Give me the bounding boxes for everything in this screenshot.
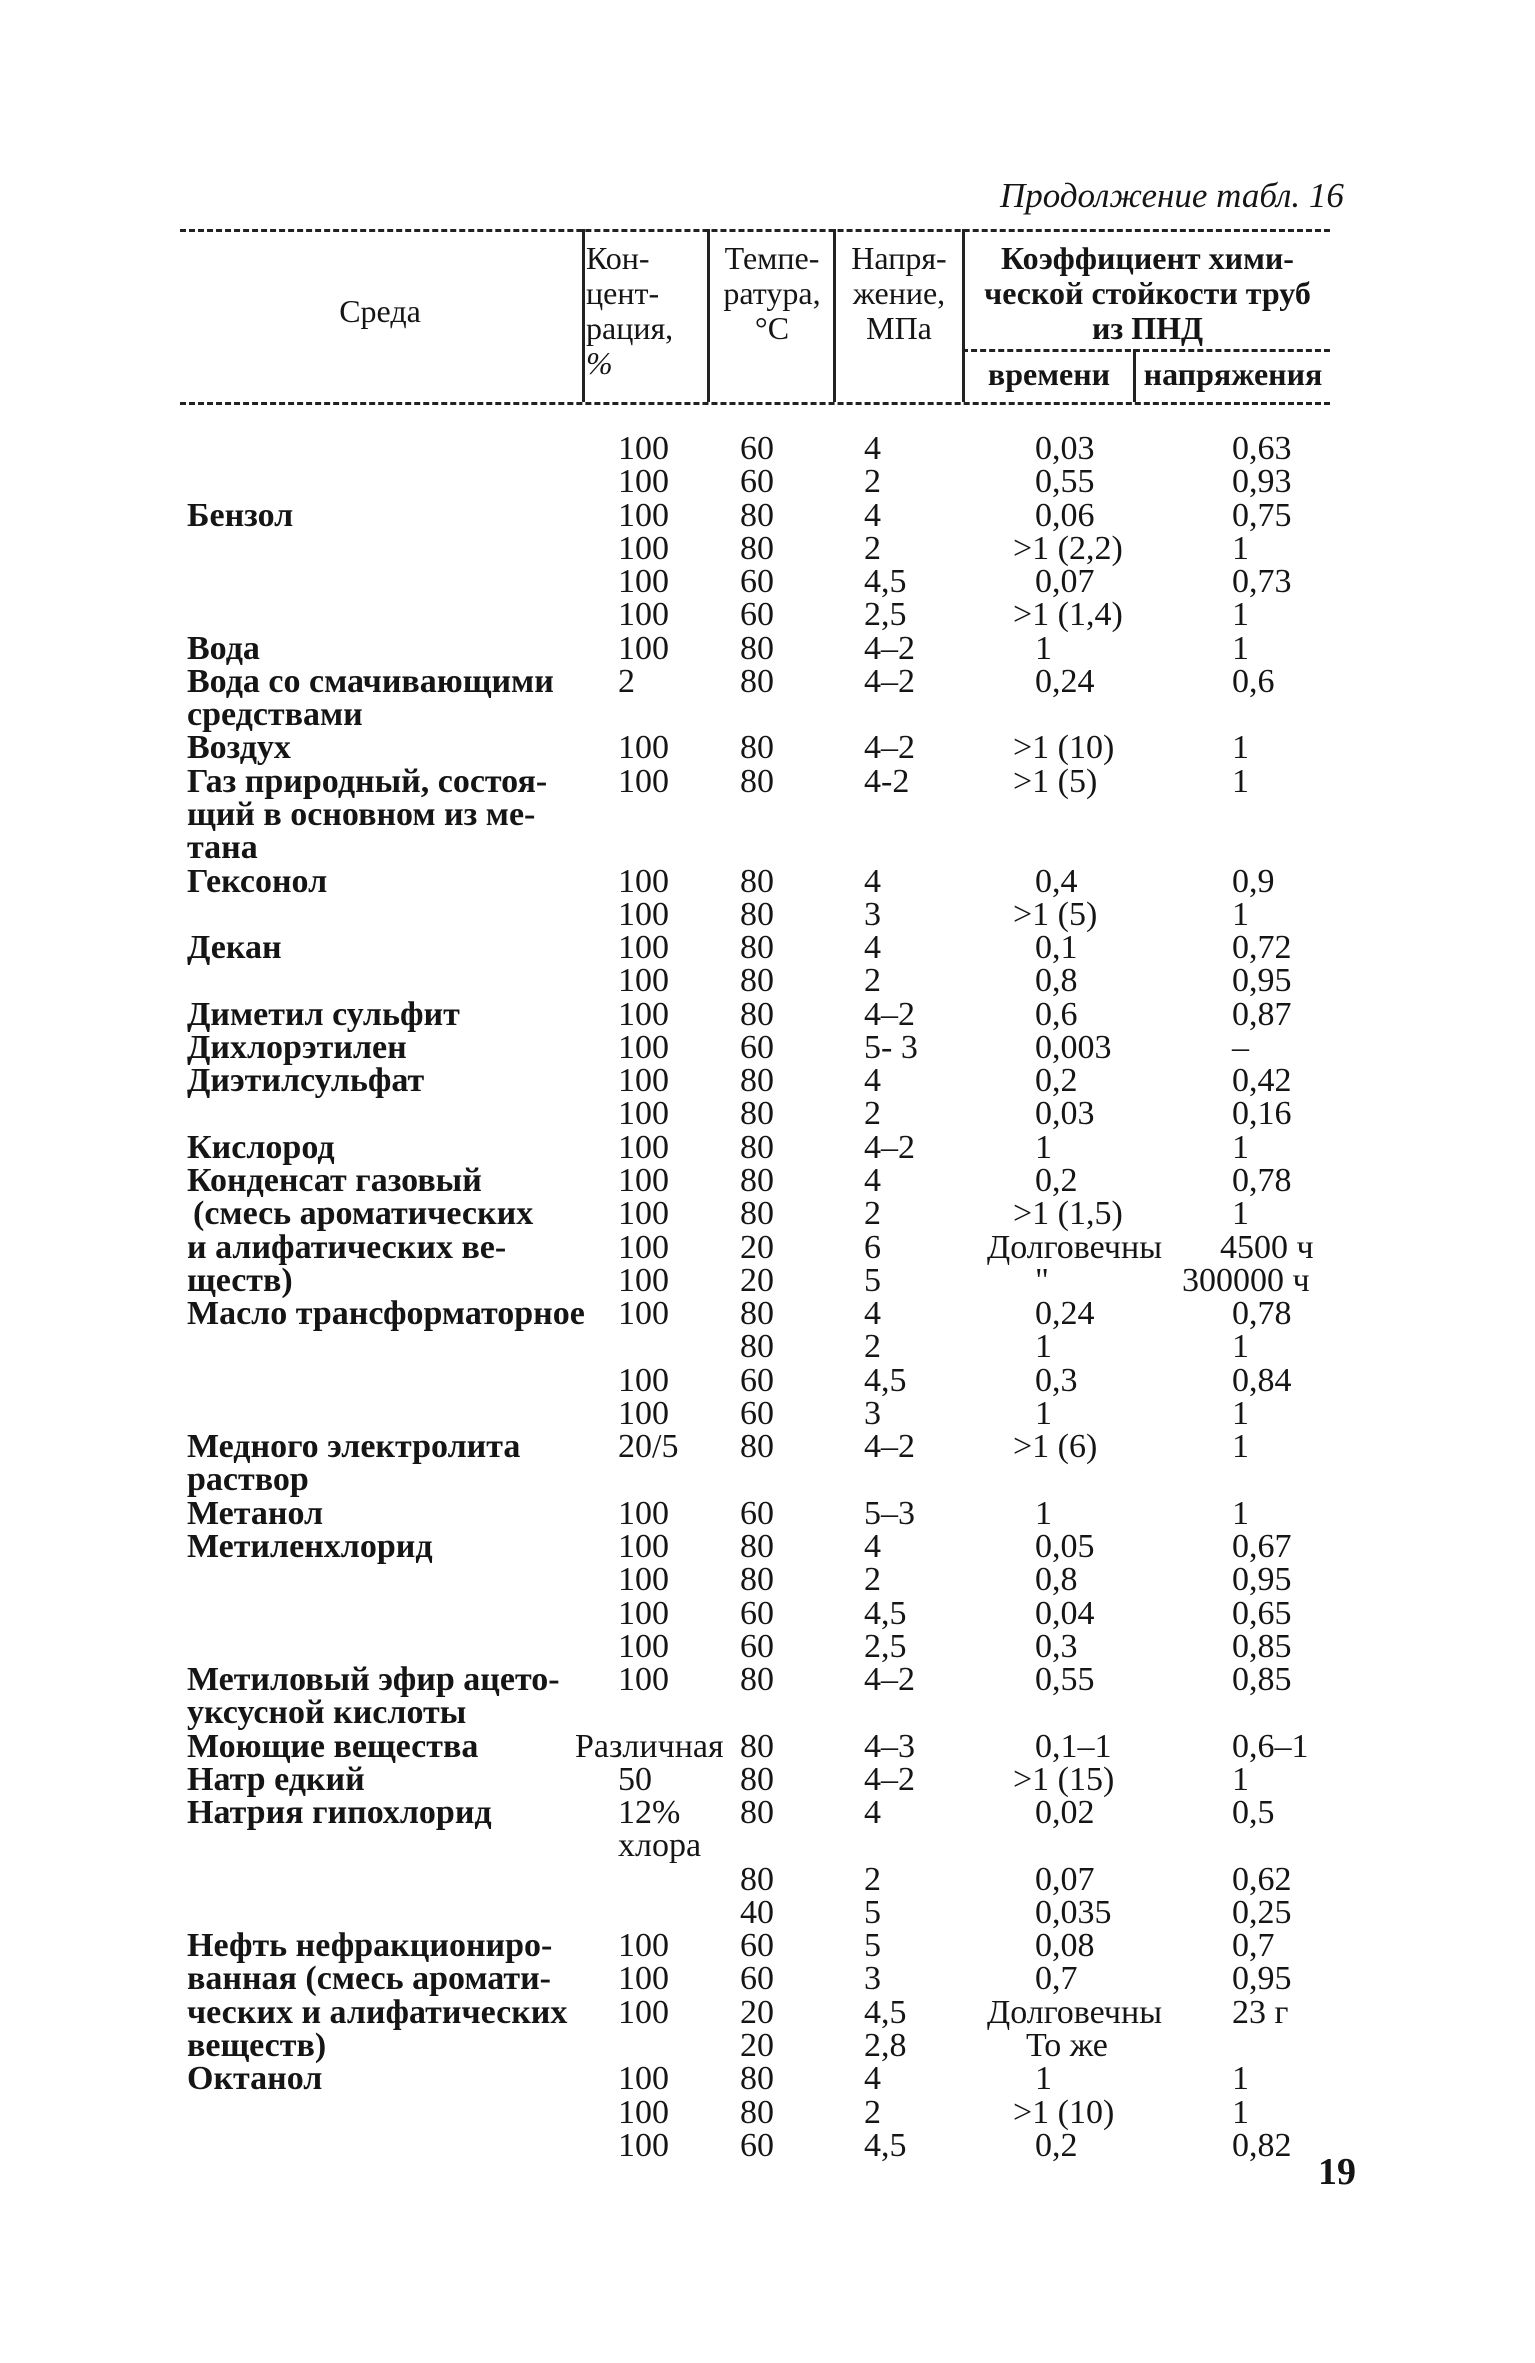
cell-stress: 4 — [864, 496, 881, 534]
cell-medium: Бензол — [187, 496, 294, 534]
cell-stress: 4–2 — [864, 1428, 915, 1466]
cell-stress-coefficient: 0,78 — [1232, 1295, 1292, 1332]
cell-stress-coefficient: 0,78 — [1232, 1161, 1292, 1199]
cell-concentration: 50 — [618, 1760, 652, 1798]
cell-concentration: 12% — [618, 1794, 681, 1832]
cell-temperature: 80 — [740, 1328, 774, 1366]
cell-concentration: 100 — [618, 1361, 669, 1399]
cell-stress-coefficient: – — [1232, 1028, 1249, 1066]
cell-time-coefficient: 0,2 — [1035, 1161, 1078, 1199]
cell-medium: Кислород — [187, 1128, 335, 1166]
cell-medium: Моющие вещества — [187, 1727, 479, 1765]
cell-time-coefficient: 0,04 — [1035, 1594, 1095, 1632]
cell-time-coefficient: 1 — [1035, 1128, 1052, 1166]
cell-medium: тана — [187, 829, 258, 867]
header-medium: Среда — [339, 293, 421, 329]
cell-concentration: 100 — [618, 529, 669, 567]
cell-stress: 2 — [864, 1860, 881, 1898]
cell-temperature: 60 — [740, 1927, 774, 1965]
cell-concentration: 100 — [618, 1561, 669, 1599]
cell-temperature: 20 — [740, 1228, 774, 1266]
cell-stress: 2 — [864, 1328, 881, 1366]
cell-time-coefficient: 1 — [1035, 1328, 1052, 1366]
cell-medium: Вода — [187, 629, 260, 667]
cell-stress: 2 — [864, 1195, 881, 1233]
cell-temperature: 80 — [740, 1760, 774, 1798]
cell-stress-coefficient: 0,16 — [1232, 1095, 1292, 1133]
cell-concentration: 100 — [618, 862, 669, 900]
cell-stress-coefficient: 0,84 — [1232, 1361, 1292, 1399]
cell-concentration: 100 — [618, 995, 669, 1033]
cell-temperature: 80 — [740, 1727, 774, 1765]
cell-medium: веществ) — [187, 2027, 327, 2064]
cell-concentration: 100 — [618, 463, 669, 501]
cell-stress-coefficient: 0,95 — [1232, 1561, 1292, 1599]
cell-time-coefficient: 0,05 — [1035, 1527, 1095, 1565]
cell-temperature: 80 — [740, 529, 774, 567]
cell-medium: Метиловый эфир ацето- — [187, 1661, 560, 1698]
cell-temperature: 80 — [740, 1794, 774, 1832]
cell-stress: 6 — [864, 1228, 881, 1266]
cell-concentration: 100 — [618, 1627, 669, 1665]
cell-stress-coefficient: 0,6 — [1232, 662, 1275, 700]
cell-stress-coefficient: 0,25 — [1232, 1893, 1292, 1931]
cell-stress: 4-2 — [864, 762, 910, 800]
cell-concentration: 100 — [618, 762, 669, 800]
cell-stress-coefficient: 1 — [1232, 2060, 1249, 2098]
cell-medium: ческих и алифатических — [187, 1993, 568, 2031]
cell-time-coefficient: 0,3 — [1035, 1627, 1078, 1665]
cell-temperature: 80 — [740, 1860, 774, 1898]
cell-stress-coefficient: 1 — [1232, 762, 1249, 800]
cell-medium: Диметил сульфит — [187, 995, 460, 1033]
cell-stress-coefficient: 0,85 — [1232, 1627, 1292, 1665]
cell-time-coefficient: 0,035 — [1035, 1893, 1112, 1931]
cell-stress: 4 — [864, 1527, 881, 1565]
cell-stress: 2 — [864, 529, 881, 567]
cell-medium: средствами — [187, 696, 363, 734]
cell-medium: Масло трансформаторное — [187, 1295, 585, 1332]
cell-time-coefficient: >1 (2,2) — [1013, 529, 1123, 567]
cell-stress: 4–2 — [864, 729, 915, 767]
cell-stress: 2,5 — [864, 1627, 907, 1665]
table-caption: Продолжение табл. 16 — [1000, 176, 1344, 215]
cell-concentration: 100 — [618, 929, 669, 967]
cell-concentration: 2 — [618, 662, 635, 700]
cell-concentration: 100 — [618, 1095, 669, 1133]
cell-stress: 5 — [864, 1893, 881, 1931]
cell-time-coefficient: 0,24 — [1035, 662, 1095, 700]
cell-concentration: 100 — [618, 1960, 669, 1998]
cell-temperature: 80 — [740, 1428, 774, 1466]
cell-time-coefficient: >1 (5) — [1013, 762, 1098, 800]
cell-time-coefficient: >1 (10) — [1013, 2093, 1115, 2131]
cell-stress-coefficient: 0,62 — [1232, 1860, 1292, 1898]
cell-time-coefficient: 0,1–1 — [1035, 1727, 1112, 1765]
cell-stress: 2 — [864, 463, 881, 501]
cell-stress-coefficient: 0,72 — [1232, 929, 1292, 967]
cell-medium: Октанол — [187, 2060, 323, 2098]
cell-temperature: 60 — [740, 563, 774, 601]
cell-time-coefficient: 0,1 — [1035, 929, 1078, 967]
cell-concentration: 100 — [618, 496, 669, 534]
cell-temperature: 80 — [740, 862, 774, 900]
cell-medium: Декан — [187, 929, 282, 967]
cell-temperature: 60 — [740, 430, 774, 467]
cell-time-coefficient: 0,3 — [1035, 1361, 1078, 1399]
cell-time-coefficient: 0,003 — [1035, 1028, 1112, 1066]
cell-concentration: 100 — [618, 1195, 669, 1233]
cell-stress-coefficient: 1 — [1232, 1760, 1249, 1798]
cell-medium: Нефть нефракциониро- — [187, 1927, 553, 1965]
cell-stress-coefficient: 0,9 — [1232, 862, 1275, 900]
cell-stress: 4–2 — [864, 629, 915, 667]
cell-concentration: 100 — [618, 1527, 669, 1565]
cell-stress-coefficient: 0,5 — [1232, 1794, 1275, 1832]
cell-time-coefficient: >1 (1,4) — [1013, 596, 1123, 634]
cell-stress-coefficient: 0,73 — [1232, 563, 1292, 601]
cell-medium: Метанол — [187, 1494, 324, 1532]
cell-concentration: 100 — [618, 1161, 669, 1199]
cell-concentration: 100 — [618, 729, 669, 767]
cell-stress-coefficient: 0,93 — [1232, 463, 1292, 501]
cell-temperature: 20 — [740, 1993, 774, 2031]
cell-temperature: 60 — [740, 1028, 774, 1066]
cell-concentration: 100 — [618, 1028, 669, 1066]
cell-stress-coefficient: 0,65 — [1232, 1594, 1292, 1632]
cell-time-coefficient: 0,07 — [1035, 563, 1095, 601]
cell-stress-coefficient: 0,85 — [1232, 1661, 1292, 1698]
cell-stress: 4 — [864, 1295, 881, 1332]
cell-stress-coefficient: 0,67 — [1232, 1527, 1292, 1565]
cell-concentration: 100 — [618, 1128, 669, 1166]
cell-concentration: 100 — [618, 895, 669, 933]
cell-stress-coefficient: 1 — [1232, 729, 1249, 767]
cell-temperature: 20 — [740, 1261, 774, 1299]
cell-temperature: 40 — [740, 1893, 774, 1931]
header-stress: Напря- жение, МПа — [851, 240, 947, 346]
cell-medium: Медного электролита — [187, 1428, 521, 1466]
cell-medium: Вода со смачивающими — [187, 662, 554, 700]
cell-time-coefficient: 0,2 — [1035, 1062, 1078, 1100]
cell-stress: 4 — [864, 430, 881, 467]
cell-temperature: 80 — [740, 895, 774, 933]
cell-medium: раствор — [187, 1461, 309, 1499]
cell-temperature: 80 — [740, 1062, 774, 1100]
cell-temperature: 60 — [740, 1627, 774, 1665]
cell-time-coefficient: 1 — [1035, 1494, 1052, 1532]
cell-temperature: 60 — [740, 1361, 774, 1399]
cell-temperature: 80 — [740, 1561, 774, 1599]
cell-stress: 5 — [864, 1927, 881, 1965]
cell-medium: Метиленхлорид — [187, 1527, 433, 1565]
cell-time-coefficient: 0,55 — [1035, 463, 1095, 501]
cell-medium: ванная (смесь аромати- — [187, 1960, 552, 1998]
cell-concentration: 100 — [618, 1594, 669, 1632]
cell-time-coefficient: 0,8 — [1035, 962, 1078, 1000]
cell-temperature: 60 — [740, 1494, 774, 1532]
cell-medium: (смесь ароматических — [193, 1195, 534, 1233]
cell-medium: Конденсат газовый — [187, 1161, 482, 1199]
cell-medium: уксусной кислоты — [187, 1694, 467, 1732]
cell-temperature: 60 — [740, 1960, 774, 1998]
cell-medium: Натр едкий — [187, 1760, 365, 1798]
cell-concentration: Различная — [575, 1727, 724, 1765]
cell-stress: 5–3 — [864, 1494, 915, 1532]
cell-stress-coefficient: 300000 ч — [1182, 1261, 1310, 1299]
cell-concentration: 100 — [618, 2093, 669, 2131]
cell-stress-coefficient: 1 — [1232, 1128, 1249, 1166]
header-stress-coefficient: напряжения — [1143, 356, 1323, 392]
cell-stress: 5 — [864, 1261, 881, 1299]
cell-stress: 2,5 — [864, 596, 907, 634]
cell-stress: 4,5 — [864, 563, 907, 601]
cell-temperature: 80 — [740, 1095, 774, 1133]
cell-temperature: 80 — [740, 1128, 774, 1166]
cell-stress: 2 — [864, 1095, 881, 1133]
cell-stress: 2 — [864, 1561, 881, 1599]
cell-concentration: 100 — [618, 1494, 669, 1532]
cell-temperature: 80 — [740, 729, 774, 767]
cell-temperature: 80 — [740, 995, 774, 1033]
cell-stress: 4 — [864, 2060, 881, 2098]
cell-medium: Диэтилсульфат — [187, 1062, 425, 1100]
cell-temperature: 80 — [740, 1161, 774, 1199]
cell-medium: Гексонол — [187, 862, 328, 900]
cell-stress-coefficient: 1 — [1232, 529, 1249, 567]
cell-temperature: 80 — [740, 2060, 774, 2098]
header-sub-rule — [962, 349, 1330, 352]
cell-time-coefficient: 0,55 — [1035, 1661, 1095, 1698]
cell-concentration: 100 — [618, 1661, 669, 1698]
cell-time-coefficient: 0,06 — [1035, 496, 1095, 534]
header-concentration: Кон- цент- рация, % — [586, 240, 674, 381]
cell-time-coefficient: 0,24 — [1035, 1295, 1095, 1332]
cell-temperature: 80 — [740, 762, 774, 800]
cell-concentration: 100 — [618, 1228, 669, 1266]
cell-temperature: 80 — [740, 1195, 774, 1233]
cell-temperature: 60 — [740, 463, 774, 501]
cell-temperature: 80 — [740, 929, 774, 967]
cell-stress: 4 — [864, 1161, 881, 1199]
cell-temperature: 80 — [740, 662, 774, 700]
cell-stress-coefficient: 0,63 — [1232, 430, 1292, 467]
cell-time-coefficient: 0,7 — [1035, 1960, 1078, 1998]
cell-time-coefficient: >1 (15) — [1013, 1760, 1115, 1798]
cell-medium: Воздух — [187, 729, 291, 767]
cell-stress-coefficient: 0,42 — [1232, 1062, 1292, 1100]
cell-stress-coefficient: 1 — [1232, 895, 1249, 933]
header-coefficient: Коэффициент хими- ческой стойкости труб из ПНД — [984, 240, 1311, 346]
cell-temperature: 80 — [740, 2093, 774, 2131]
cell-time-coefficient: " — [1035, 1261, 1049, 1299]
cell-stress-coefficient: 1 — [1232, 629, 1249, 667]
cell-stress: 3 — [864, 1394, 881, 1432]
cell-medium: Натрия гипохлорид — [187, 1794, 492, 1832]
cell-stress: 4–2 — [864, 1128, 915, 1166]
cell-temperature: 60 — [740, 1394, 774, 1432]
cell-concentration: 100 — [618, 596, 669, 634]
cell-concentration: 100 — [618, 1927, 669, 1965]
header-bottom-rule — [180, 402, 1330, 405]
cell-time-coefficient: >1 (6) — [1013, 1428, 1098, 1466]
cell-concentration: 100 — [618, 563, 669, 601]
cell-stress-coefficient: 0,95 — [1232, 1960, 1292, 1998]
header-divider-1 — [582, 229, 585, 402]
cell-time-coefficient: 0,02 — [1035, 1794, 1095, 1832]
cell-temperature: 80 — [740, 496, 774, 534]
cell-stress: 3 — [864, 895, 881, 933]
cell-stress-coefficient: 1 — [1232, 2093, 1249, 2131]
cell-stress: 4–2 — [864, 662, 915, 700]
cell-concentration: 100 — [618, 1394, 669, 1432]
cell-stress-coefficient: 0,7 — [1232, 1927, 1275, 1965]
cell-stress-coefficient: 1 — [1232, 1428, 1249, 1466]
cell-stress: 4 — [864, 862, 881, 900]
cell-time-coefficient: 0,8 — [1035, 1561, 1078, 1599]
cell-stress: 4 — [864, 1794, 881, 1832]
cell-stress-coefficient: 1 — [1232, 1328, 1249, 1366]
header-time: времени — [987, 356, 1111, 392]
cell-concentration: 100 — [618, 430, 669, 467]
cell-time-coefficient: 1 — [1035, 1394, 1052, 1432]
cell-temperature: 80 — [740, 1661, 774, 1698]
cell-temperature: 20 — [740, 2027, 774, 2064]
cell-time-coefficient: 0,03 — [1035, 1095, 1095, 1133]
cell-time-coefficient: >1 (5) — [1013, 895, 1098, 933]
cell-concentration: хлора — [618, 1827, 702, 1865]
cell-medium: щий в основном из ме- — [187, 796, 536, 833]
cell-medium: и алифатических ве- — [187, 1228, 507, 1266]
cell-stress: 5- 3 — [864, 1028, 918, 1066]
cell-time-coefficient: 0,2 — [1035, 2126, 1078, 2164]
cell-time-coefficient: 0,6 — [1035, 995, 1078, 1033]
cell-time-coefficient: 0,07 — [1035, 1860, 1095, 1898]
cell-stress: 4–2 — [864, 995, 915, 1033]
cell-temperature: 60 — [740, 596, 774, 634]
cell-concentration: 100 — [618, 629, 669, 667]
cell-time-coefficient: 1 — [1035, 629, 1052, 667]
cell-time-coefficient: >1 (10) — [1013, 729, 1115, 767]
cell-stress: 4–2 — [864, 1661, 915, 1698]
cell-temperature: 60 — [740, 2126, 774, 2164]
cell-medium: Дихлорэтилен — [187, 1028, 407, 1066]
cell-temperature: 60 — [740, 1594, 774, 1632]
cell-stress: 4,5 — [864, 1993, 907, 2031]
header-top-rule — [180, 229, 1330, 232]
cell-concentration: 100 — [618, 962, 669, 1000]
cell-concentration: 100 — [618, 2060, 669, 2098]
cell-stress: 4 — [864, 929, 881, 967]
cell-time-coefficient: Долговечны — [987, 1993, 1163, 2031]
cell-time-coefficient: 0,08 — [1035, 1927, 1095, 1965]
cell-time-coefficient: 0,4 — [1035, 862, 1078, 900]
cell-stress: 2 — [864, 962, 881, 1000]
cell-temperature: 80 — [740, 629, 774, 667]
cell-stress: 4,5 — [864, 1594, 907, 1632]
cell-concentration: 100 — [618, 1993, 669, 2031]
cell-stress-coefficient: 1 — [1232, 1195, 1249, 1233]
cell-time-coefficient: То же — [1026, 2027, 1108, 2064]
cell-stress: 4,5 — [864, 2126, 907, 2164]
cell-stress: 4,5 — [864, 1361, 907, 1399]
cell-stress-coefficient: 1 — [1232, 1494, 1249, 1532]
cell-temperature: 80 — [740, 962, 774, 1000]
cell-stress: 4–3 — [864, 1727, 915, 1765]
cell-medium: ществ) — [187, 1261, 293, 1299]
cell-stress-coefficient: 1 — [1232, 596, 1249, 634]
cell-stress-coefficient: 4500 ч — [1220, 1228, 1314, 1266]
cell-concentration: 100 — [618, 2126, 669, 2164]
cell-temperature: 80 — [740, 1295, 774, 1332]
header-temperature: Темпе- ратура, °C — [723, 240, 821, 346]
cell-stress-coefficient: 0,75 — [1232, 496, 1292, 534]
cell-stress-coefficient: 23 г — [1232, 1993, 1289, 2031]
cell-concentration: 100 — [618, 1062, 669, 1100]
cell-stress-coefficient: 0,87 — [1232, 995, 1292, 1033]
cell-stress: 4–2 — [864, 1760, 915, 1798]
cell-concentration: 20/5 — [618, 1428, 679, 1466]
cell-temperature: 80 — [740, 1527, 774, 1565]
cell-concentration: 100 — [618, 1295, 669, 1332]
cell-stress-coefficient: 0,95 — [1232, 962, 1292, 1000]
cell-time-coefficient: 1 — [1035, 2060, 1052, 2098]
cell-stress: 2,8 — [864, 2027, 907, 2064]
cell-stress-coefficient: 1 — [1232, 1394, 1249, 1432]
cell-time-coefficient: Долговечны — [987, 1228, 1163, 1266]
cell-concentration: 100 — [618, 1261, 669, 1299]
cell-time-coefficient: 0,03 — [1035, 430, 1095, 467]
cell-stress: 3 — [864, 1960, 881, 1998]
cell-time-coefficient: >1 (1,5) — [1013, 1195, 1123, 1233]
page-number: 19 — [1318, 2151, 1356, 2193]
cell-medium: Газ природный, состоя- — [187, 762, 548, 800]
cell-stress: 4 — [864, 1062, 881, 1100]
cell-stress: 2 — [864, 2093, 881, 2131]
cell-stress-coefficient: 0,6–1 — [1232, 1727, 1309, 1765]
cell-stress-coefficient: 0,82 — [1232, 2126, 1292, 2164]
